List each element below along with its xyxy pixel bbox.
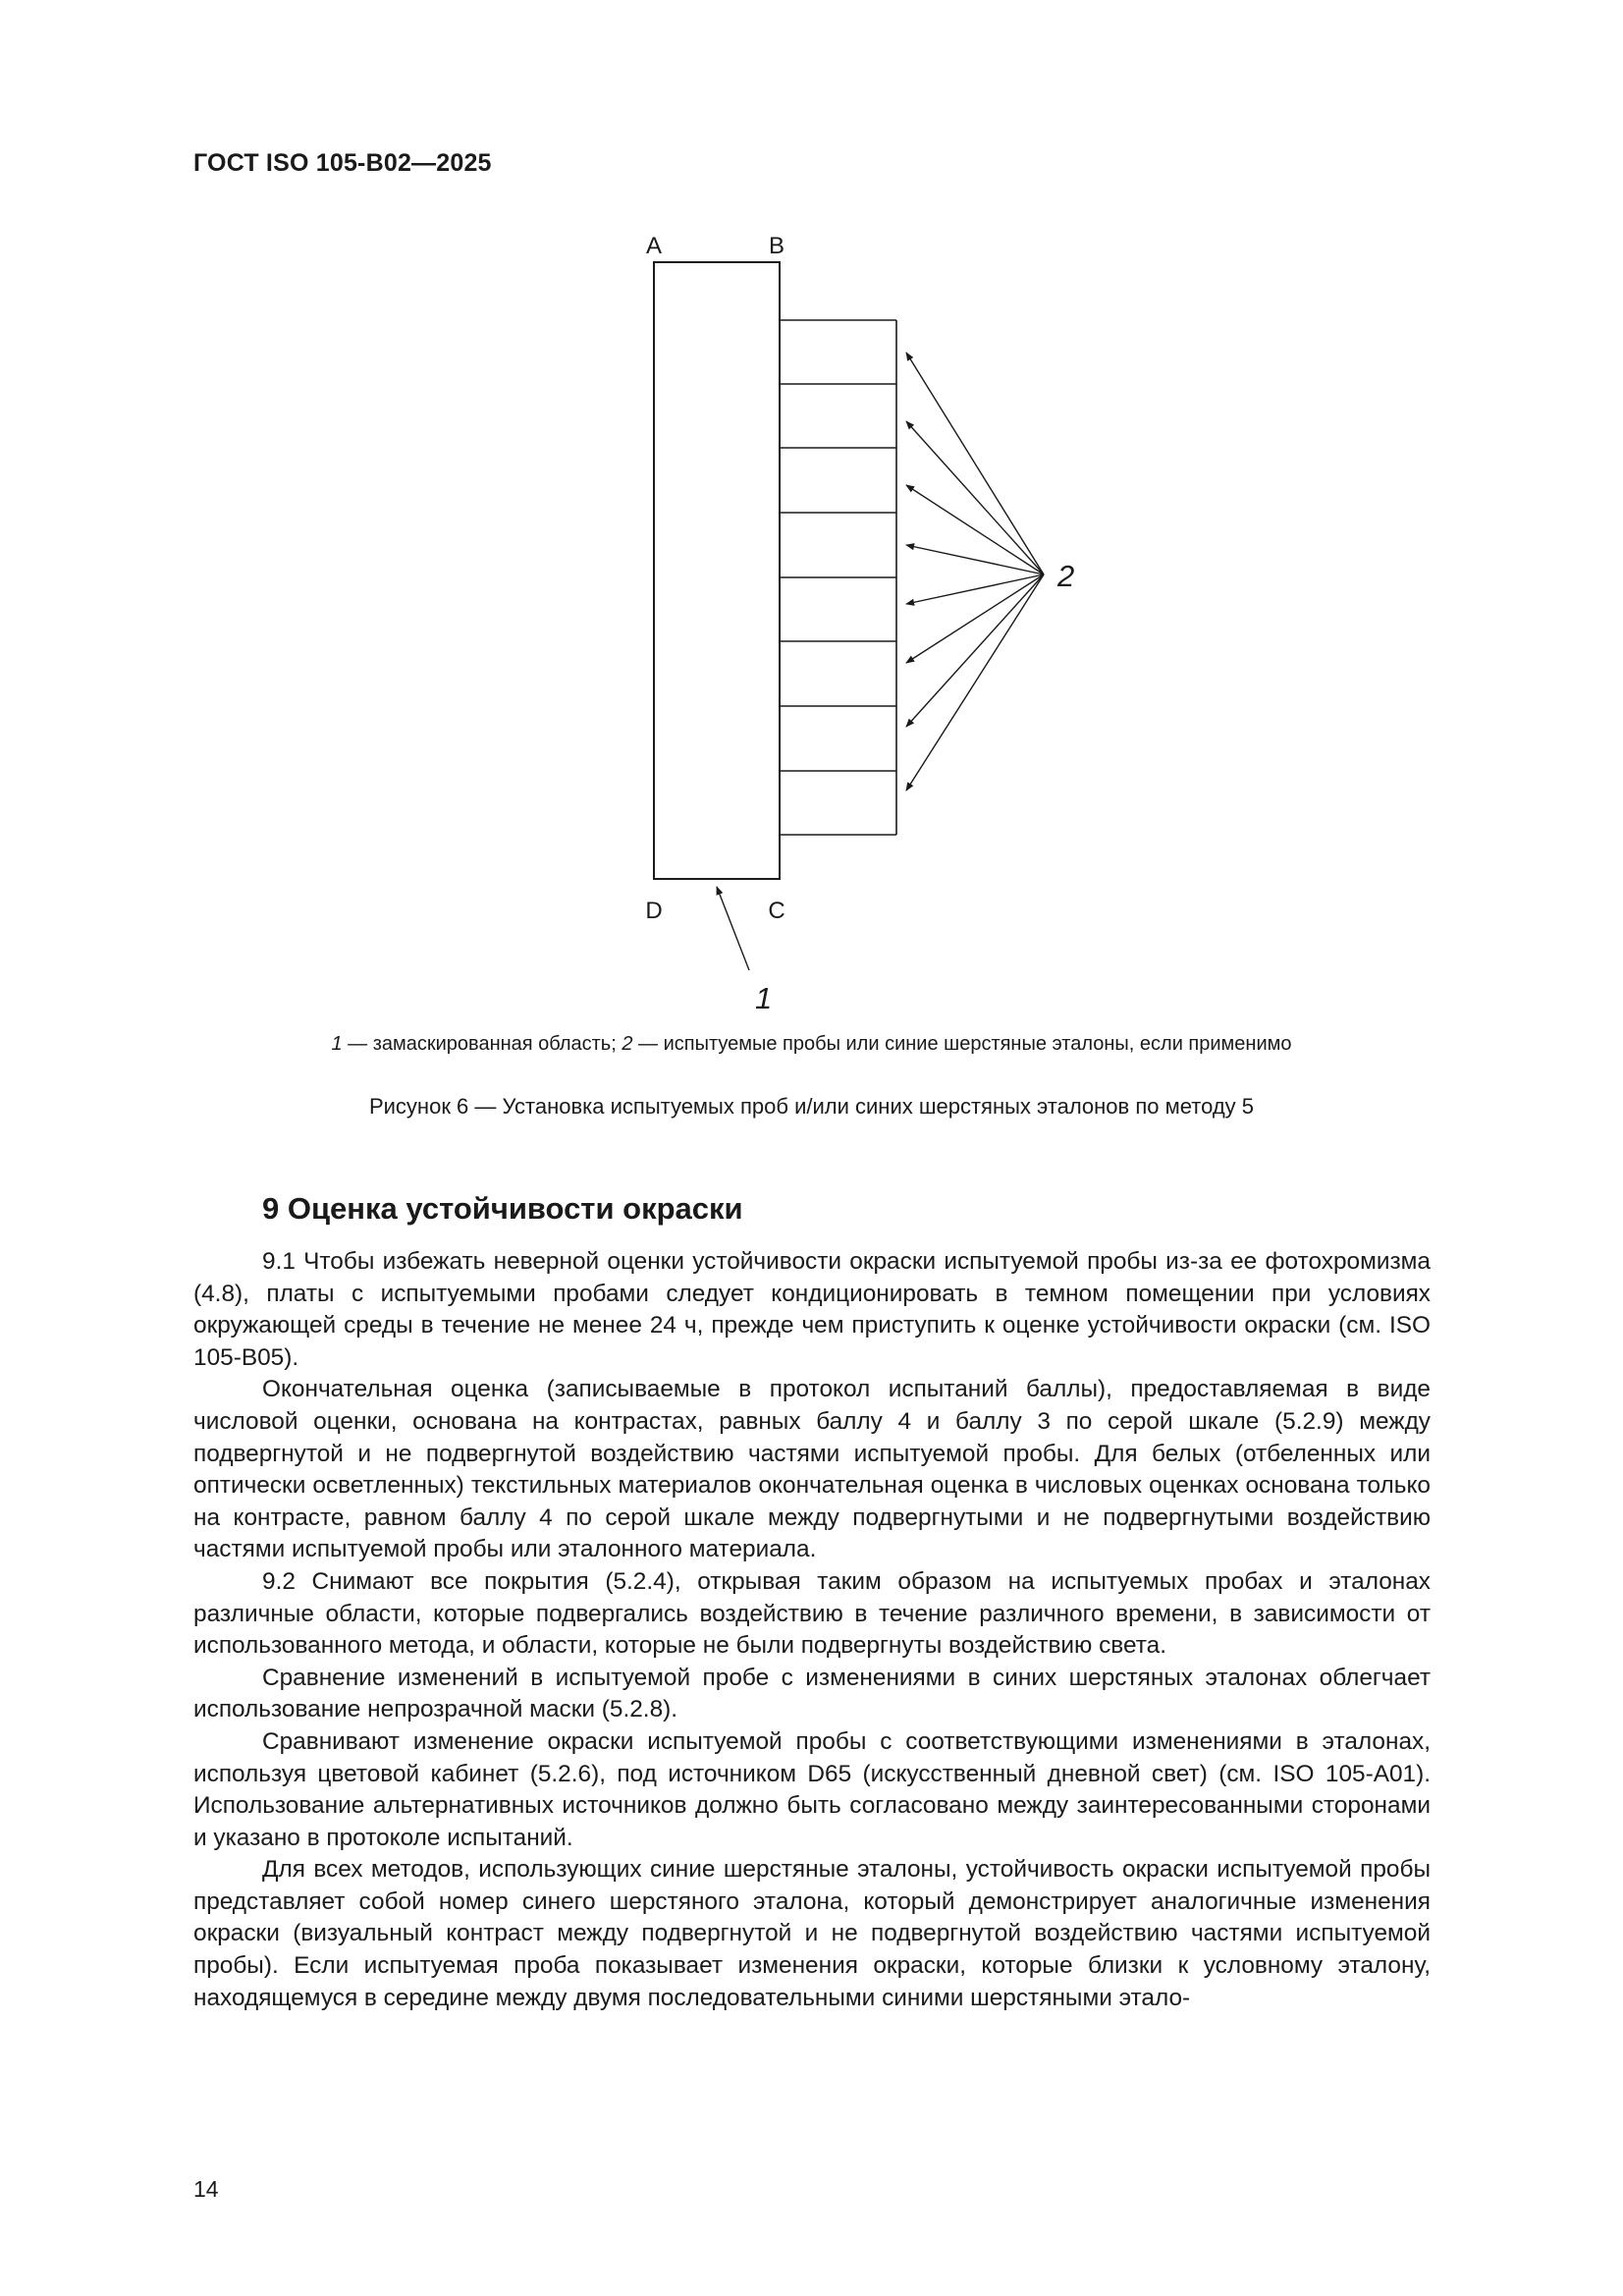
callout-label-2: 2 bbox=[1057, 559, 1075, 593]
paragraph: 9.2 Снимают все покрытия (5.2.4), открывая таким образом на испытуемых пробах и эталонах различные области, которые подвергались воздействию в течение различного времени, в зависимости от использованного метода, и области, которые не были подвергнуты воздействию света. bbox=[193, 1567, 1431, 1660]
paragraph: Сравнивают изменение окраски испытуемой пробы с соответствующими изменениями в эталонах, используя цветовой кабинет (5.2.6), под источником D65 (искусственный дневной свет) (см. ISO 105-A01). Использование альтернативных источников должно быть согласовано между заинтересованными сторонами и указано в протоколе испытаний. bbox=[193, 1727, 1431, 1851]
paragraph: Сравнение изменений в испытуемой пробе с изменениями в синих шерстяных эталонах облегчает использование непрозрачной маски (5.2.8). bbox=[193, 1664, 1431, 1723]
page-number: 14 bbox=[193, 2176, 219, 2202]
legend-text-1: — замаскированная область; bbox=[342, 1033, 622, 1055]
paragraph: 9.1 Чтобы избежать неверной оценки устойчивости окраски испытуемой пробы из-за ее фотохромизма (4.8), платы с испытуемыми пробами следует кондиционировать в темном помещении при условиях окружающей среды в течение не менее 24 ч, прежде чем приступить к оценке устойчивости окраски (см. ISO 105-B05). bbox=[193, 1248, 1431, 1371]
corner-label-c: C bbox=[768, 898, 785, 924]
section-title: 9 Оценка устойчивости окраски bbox=[262, 1191, 743, 1226]
section-body bbox=[193, 1246, 1431, 2014]
legend-text-2: — испытуемые пробы или синие шерстяные эталоны, если применимо bbox=[632, 1033, 1292, 1055]
leader-arrows-2 bbox=[906, 353, 1044, 791]
legend-key-1: 1 bbox=[331, 1033, 343, 1055]
legend-key-2: 2 bbox=[622, 1033, 633, 1055]
figure-6-diagram bbox=[0, 0, 1623, 1041]
paragraph: Для всех методов, использующих синие шерстяные эталоны, устойчивость окраски испытуемой пробы представляет собой номер синего шерстяного эталона, который демонстрирует аналогичные изменения окраски (визуальный контраст между подвергнутой и не подвергнутой воздействию частями испытуемой пробы). Если испытуемая проба показывает изменения окраски, которые близки к условному эталону, находящемуся в середине между двумя последовательными синими шерстяными этало- bbox=[193, 1856, 1431, 2011]
document-header: ГОСТ ISO 105-B02—2025 bbox=[193, 149, 492, 177]
masked-area-rect bbox=[654, 262, 780, 879]
corner-label-b: B bbox=[768, 233, 785, 259]
corner-label-a: A bbox=[645, 233, 663, 259]
paragraph: Окончательная оценка (записываемые в протокол испытаний баллы), предоставляемая в виде числовой оценки, основана на контрастах, равных баллу 4 и баллу 3 по серой шкале (5.2.9) между подвергнутой и не подвергнутой воздействию частями испытуемой пробы. Для белых (отбеленных или оптически осветленных) текстильных материалов окончательная оценка в числовых оценках основана только на контрасте, равном баллу 4 по серой шкале между подвергнутыми и не подвергнутыми воздействию частями испытуемой пробы или эталонного материала. bbox=[193, 1376, 1431, 1563]
callout-label-1: 1 bbox=[755, 981, 773, 1015]
figure-caption: Рисунок 6 — Установка испытуемых проб и/или синих шерстяных эталонов по методу 5 bbox=[368, 1094, 1255, 1119]
specimen-strips bbox=[780, 320, 896, 835]
corner-label-d: D bbox=[645, 898, 663, 924]
figure-legend bbox=[0, 1033, 1623, 1056]
leader-arrow-1 bbox=[717, 887, 749, 970]
